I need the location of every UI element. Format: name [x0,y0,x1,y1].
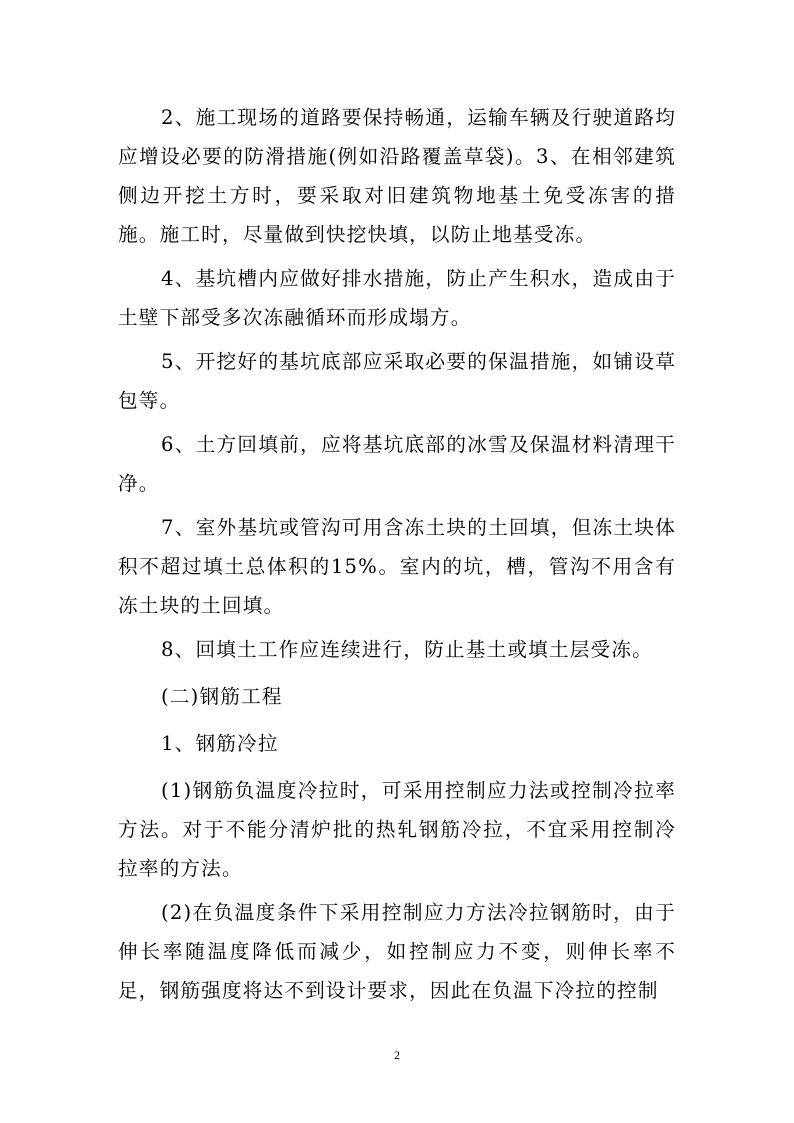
subsection-heading-cold-drawing: 1、钢筋冷拉 [161,732,279,755]
paragraph-cold-drawing-method: (1)钢筋负温度冷拉时，可采用控制应力法或控制冷拉率方法。对于不能分清炉批的热轧钢筋冷拉，不宜采用控制冷拉率的方法。 [118,779,676,880]
paragraph-insulation: 5、开挖好的基坑底部应采取必要的保温措施，如铺设草包等。 [118,350,676,412]
paragraph-construction-road: 2、施工现场的道路要保持畅通，运输车辆及行驶道路均应增设必要的防滑措施(例如沿路覆盖草袋)。3、在相邻建筑侧边开挖土方时，要采取对旧建筑物地基土免受冻害的措施。施工时，尽量做到快挖快填，以防止地基受冻。 [118,106,676,246]
paragraph-backfill-cleanup: 6、土方回填前，应将基坑底部的冰雪及保温材料清理干净。 [118,433,676,495]
paragraph-frozen-soil-backfill: 7、室外基坑或管沟可用含冻土块的土回填，但冻土块体积不超过填土总体积的15%。室内的坑，槽，管沟不用含有冻土块的土回填。 [118,516,676,617]
paragraph-drainage: 4、基坑槽内应做好排水措施，防止产生积水，造成由于土壁下部受多次冻融循环而形成塌方。 [118,267,676,329]
paragraph-continuous-backfill: 8、回填土工作应连续进行，防止基土或填土层受冻。 [161,638,653,661]
page-number: 2 [394,1048,400,1062]
document-body [118,98,676,1010]
paragraph-stress-control: (2)在负温度条件下采用控制应力方法冷拉钢筋时，由于伸长率随温度降低而减少，如控制应力不变，则伸长率不足，钢筋强度将达不到设计要求，因此在负温下冷拉的控制 [118,901,676,1002]
section-heading-rebar: (二)钢筋工程 [161,685,283,708]
